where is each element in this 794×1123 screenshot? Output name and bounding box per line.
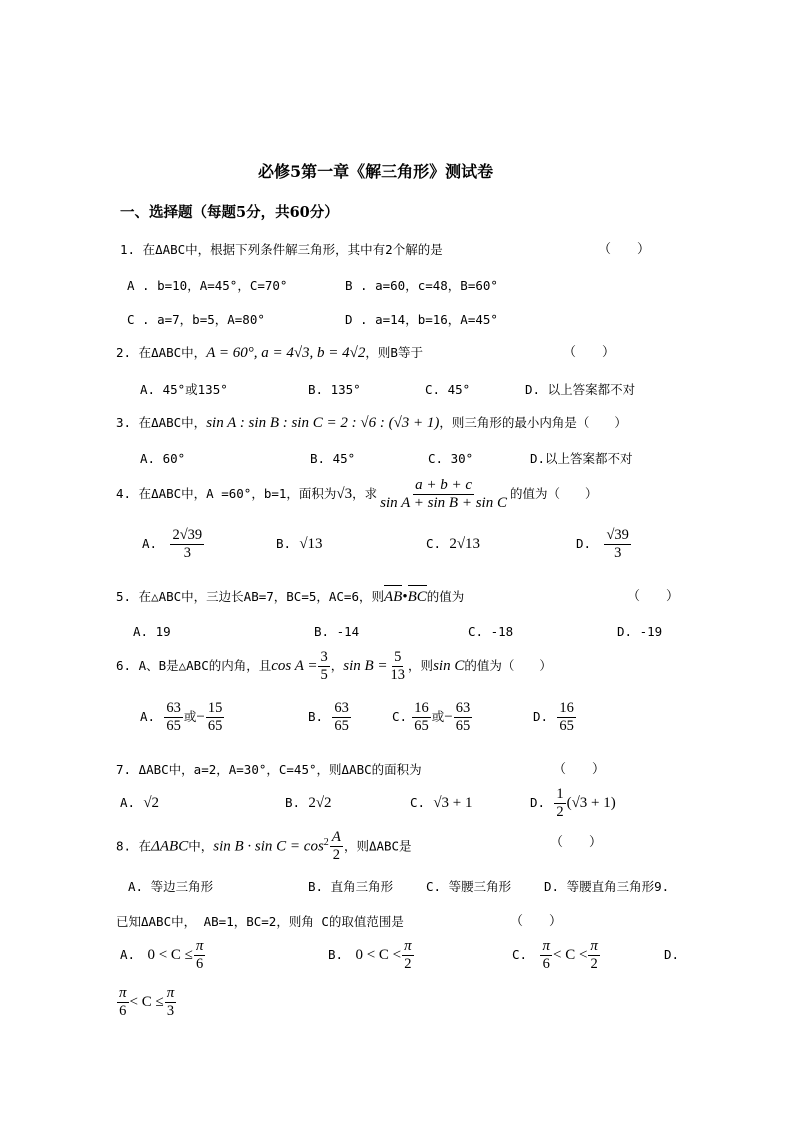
question-3-prefix: 3. 在ΔABC中， [116, 415, 207, 430]
fraction-denominator: 3 [166, 1003, 175, 1019]
question-9-stem: 已知ΔABC中， AB=1，BC=2，则角 C的取值范围是 [116, 914, 404, 929]
option-label: C. [426, 536, 442, 551]
question-5-answer-blank: （ ） [627, 589, 680, 604]
question-8-prefix: 8. 在 [116, 838, 152, 854]
question-2-prefix: 2. 在ΔABC中， [116, 345, 207, 360]
question-4-d-numerator: √39 [606, 527, 629, 543]
question-2-option-a: A. 45°或135° [140, 382, 228, 397]
question-4-suffix: 的值为（ ） [509, 486, 598, 501]
question-1-option-c: C . a=7，b=5，A=80° [127, 312, 265, 327]
question-4-fraction [378, 477, 509, 512]
question-8-formula: sin B · sin C = cos [213, 838, 324, 855]
question-8-suffix: ，则ΔABC是 [343, 838, 412, 854]
question-2-option-c: C. 45° [425, 382, 471, 397]
fraction-numerator: 63 [166, 700, 181, 716]
question-5-option-a: A. 19 [133, 624, 171, 639]
question-7-option-b [285, 793, 332, 814]
question-9-option-b [328, 933, 415, 978]
question-2-stem [116, 343, 423, 364]
option-label: C. [512, 947, 528, 962]
fraction-denominator: 2 [556, 804, 564, 820]
question-4-area: √3 [336, 486, 353, 502]
question-8-triangle: ΔABC [151, 838, 189, 855]
question-5-prefix: 5. 在△ABC中，三边长AB=7，BC=5，AC=6，则 [116, 589, 384, 604]
option-inequality: 0 < C < [355, 947, 402, 963]
question-4-option-c [426, 534, 480, 555]
option-inequality: 0 < C ≤ [147, 947, 193, 963]
question-5-vector-ab: AB [384, 589, 403, 605]
fraction-denominator: 2 [590, 956, 598, 972]
question-6-sin-c: sin C [433, 658, 465, 674]
question-5-dot: • [402, 589, 408, 605]
question-2-answer-blank: （ ） [563, 345, 616, 360]
fraction-numerator: π [119, 985, 127, 1001]
question-6-option-a [140, 695, 225, 740]
question-3-formula: sin A : sin B : sin C = 2 : √6 : (√3 + 1) [206, 415, 440, 431]
question-2-option-d: D. 以上答案都不对 [525, 382, 636, 397]
question-1-stem: 1. 在ΔABC中，根据下列条件解三角形，其中有2个解的是 [120, 242, 443, 257]
question-7-option-c [410, 793, 473, 814]
fraction-numerator: 63 [455, 700, 471, 716]
fraction-denominator: 65 [166, 718, 181, 734]
option-label: A. [120, 947, 136, 962]
fraction-numerator: π [166, 985, 175, 1001]
fraction-numerator: π [404, 938, 412, 954]
question-4-mid: ，求 [352, 486, 378, 501]
question-6-mid: ，则 [408, 658, 434, 673]
fraction-denominator: 6 [119, 1003, 127, 1019]
page-title: 必修5第一章《解三角形》测试卷 [258, 162, 494, 181]
fraction-denominator: 6 [542, 956, 550, 972]
fraction-numerator: 1 [556, 786, 564, 802]
option-label: D. [530, 795, 546, 810]
option-inequality: < C < [552, 947, 588, 963]
question-4-b-value: √13 [299, 536, 323, 552]
question-5-option-b: B. -14 [314, 624, 360, 639]
option-label: A. [140, 709, 156, 724]
option-value: (√3 + 1) [566, 795, 616, 811]
question-6-sin-b: sin B = [343, 658, 388, 674]
fraction-denominator: 65 [414, 718, 429, 734]
question-6-cos-den: 5 [320, 667, 328, 683]
fraction-numerator: 16 [414, 700, 429, 716]
question-5-option-c: C. -18 [468, 624, 514, 639]
option-label: B. [328, 947, 344, 962]
minus-sign: − [444, 709, 453, 725]
question-6-option-c [392, 695, 473, 740]
question-6-prefix: 6. A、B是△ABC的内角，且 [116, 658, 272, 673]
question-7-answer-blank: （ ） [553, 762, 606, 777]
question-8-option-c: C. 等腰三角形 [426, 879, 512, 894]
question-6-cos-a: cos A = [271, 658, 318, 674]
fraction-numerator: A [331, 829, 341, 846]
question-3-option-b: B. 45° [310, 451, 356, 466]
question-4-prefix: 4. 在ΔABC中，A =60°，b=1，面积为 [116, 486, 337, 501]
question-7-stem: 7. ΔABC中，a=2，A=30°，C=45°，则ΔABC的面积为 [116, 762, 422, 777]
fraction-numerator: 15 [207, 700, 223, 716]
question-6-option-b [308, 695, 352, 740]
option-label: D. [576, 536, 592, 551]
fraction-denominator: 2 [404, 956, 412, 972]
option-inequality: < C ≤ [129, 994, 164, 1010]
question-6-option-d [533, 695, 577, 740]
question-9-option-c [512, 933, 601, 978]
question-9-answer-blank: （ ） [510, 914, 563, 929]
question-4-c-value: 2√13 [449, 536, 481, 552]
question-5-suffix: 的值为 [426, 589, 465, 604]
question-3-suffix: ，则三角形的最小内角是（ ） [439, 415, 627, 430]
question-6-sin-num: 5 [394, 649, 402, 665]
question-7-option-d [530, 782, 616, 825]
fraction-numerator: π [195, 938, 204, 954]
question-5-vector-bc: BC [407, 589, 427, 605]
option-label: C. [410, 795, 426, 810]
section-heading: 一、选择题（每题5分，共60分） [120, 204, 339, 221]
question-8-option-b: B. 直角三角形 [308, 879, 394, 894]
question-1-answer-blank: （ ） [598, 242, 651, 257]
fraction-numerator: π [590, 938, 598, 954]
option-value: 2√2 [308, 795, 332, 811]
question-4-d-denominator: 3 [614, 545, 622, 561]
question-4-option-b [276, 534, 323, 555]
fraction-denominator: 65 [559, 718, 574, 734]
question-8-option-a: A. 等边三角形 [128, 879, 214, 894]
fraction-numerator: 16 [559, 700, 574, 716]
question-5-option-d: D. -19 [617, 624, 663, 639]
fraction-numerator: π [542, 938, 550, 954]
option-label: C. [392, 709, 408, 724]
question-8-option-d: D. 等腰直角三角形9. [544, 879, 670, 894]
question-3-stem [116, 413, 627, 434]
question-1-option-a: A . b=10，A=45°，C=70° [127, 278, 288, 293]
option-label: B. [285, 795, 301, 810]
question-9-option-a [120, 933, 206, 978]
question-6-stem [116, 644, 552, 689]
question-5-stem [116, 587, 464, 608]
question-1-option-b: B . a=60，c=48，B=60° [345, 278, 498, 293]
question-4-fraction-numerator: a + b + c [415, 477, 473, 493]
option-label: D. [533, 709, 549, 724]
question-1-option-d: D . a=14，b=16，A=45° [345, 312, 498, 327]
question-4-fraction-denominator: sin A + sin B + sin C [380, 495, 507, 511]
question-7-option-a [120, 793, 159, 814]
question-8-answer-blank: （ ） [550, 835, 603, 850]
minus-sign: − [196, 709, 205, 725]
fraction-numerator: 63 [334, 700, 349, 716]
question-9-option-d-label: D. [664, 947, 680, 962]
question-9-option-d [116, 980, 177, 1025]
question-8-exponent: 2 [323, 837, 329, 848]
fraction-denominator: 65 [334, 718, 349, 734]
question-2-suffix: ，则B等于 [365, 345, 423, 360]
option-label: B. [276, 536, 292, 551]
question-6-cos-num: 3 [320, 649, 328, 665]
option-label: B. [308, 709, 324, 724]
question-8-mid: 中， [188, 838, 214, 854]
question-3-option-c: C. 30° [428, 451, 474, 466]
question-6-sin-den: 13 [390, 667, 406, 683]
fraction-denominator: 6 [196, 956, 204, 972]
question-4-option-d [576, 522, 632, 567]
question-4-option-a [142, 522, 205, 567]
question-2-formula: A = 60°, a = 4√3, b = 4√2 [206, 345, 366, 361]
question-2-option-b: B. 135° [308, 382, 361, 397]
question-3-option-d: D.以上答案都不对 [530, 451, 633, 466]
fraction-denominator: 65 [455, 718, 471, 734]
option-value: √3 + 1 [433, 795, 473, 811]
question-4-a-numerator: 2√39 [172, 527, 203, 543]
option-value: √2 [143, 795, 160, 811]
question-4-stem [116, 473, 597, 516]
question-6-sep: ， [330, 658, 344, 673]
fraction-denominator: 2 [332, 847, 340, 864]
option-label: A. [120, 795, 136, 810]
question-3-option-a: A. 60° [140, 451, 186, 466]
option-label: A. [142, 536, 158, 551]
or-word: 或 [431, 709, 445, 724]
question-6-suffix: 的值为（ ） [464, 658, 552, 673]
or-word: 或 [183, 709, 197, 724]
question-4-a-denominator: 3 [183, 545, 191, 561]
question-8-stem [116, 822, 412, 868]
fraction-denominator: 65 [207, 718, 223, 734]
